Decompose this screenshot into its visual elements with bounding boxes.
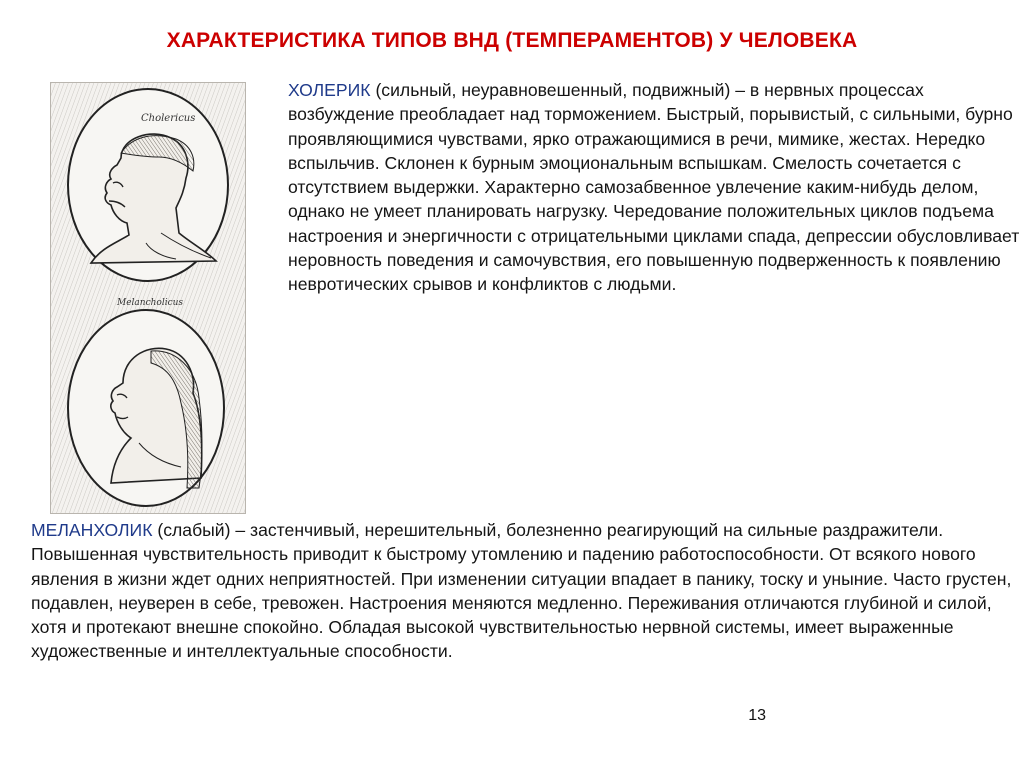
choleric-description <box>288 78 1020 297</box>
choleric-term: ХОЛЕРИК <box>288 80 371 100</box>
page-number: 13 <box>748 707 766 724</box>
melancholic-text: (слабый) – застенчивый, нерешительный, болезненно реагирующий на сильные раздражители. Повышенная чувствительность приводит к быстрому утомлению и падению работоспособности. От всякого нового явления в жизни ждет одних неприятностей. При изменении ситуации впадает в панику, тоску и уныние. Часто грустен, подавлен, неуверен в себе, тревожен. Настроения меняются медленно. Переживания отличаются глубиной и силой, хотя и протекают внешне спокойно. Обладая высокой чувствительностью нервной системы, имеет выраженные художественные и интеллектуальные способности. <box>31 520 1012 662</box>
melancholic-description <box>31 518 1021 664</box>
melancholic-caption: Melancholicus <box>117 298 184 308</box>
choleric-caption: Cholericus <box>141 113 196 124</box>
temperament-portraits-image <box>50 82 246 514</box>
choleric-text: (сильный, неуравновешенный, подвижный) – в нервных процессах возбуждение преобладает над торможением. Быстрый, порывистый, с сильными, бурно проявляющимися чувствами, ярко отражающимися в речи, мимике, жестах. Нередко вспыльчив. Склонен к бурным эмоциональным вспышкам. Смелость сочетается с отсутствием выдержки. Характерно самозабвенное увлечение каким-нибудь делом, однако не умеет планировать нагрузку. Чередование положительных циклов подъема настроения и энергичности с отрицательными циклами спада, депрессии обусловливает неровность поведения и самочувствия, его повышенную подверженность к появлению невротических срывов и конфликтов с людьми. <box>288 80 1020 295</box>
melancholic-term: МЕЛАНХОЛИК <box>31 520 153 540</box>
choleric-portrait <box>68 89 228 281</box>
slide-title: ХАРАКТЕРИСТИКА ТИПОВ ВНД (ТЕМПЕРАМЕНТОВ) У ЧЕЛОВЕКА <box>166 29 858 52</box>
